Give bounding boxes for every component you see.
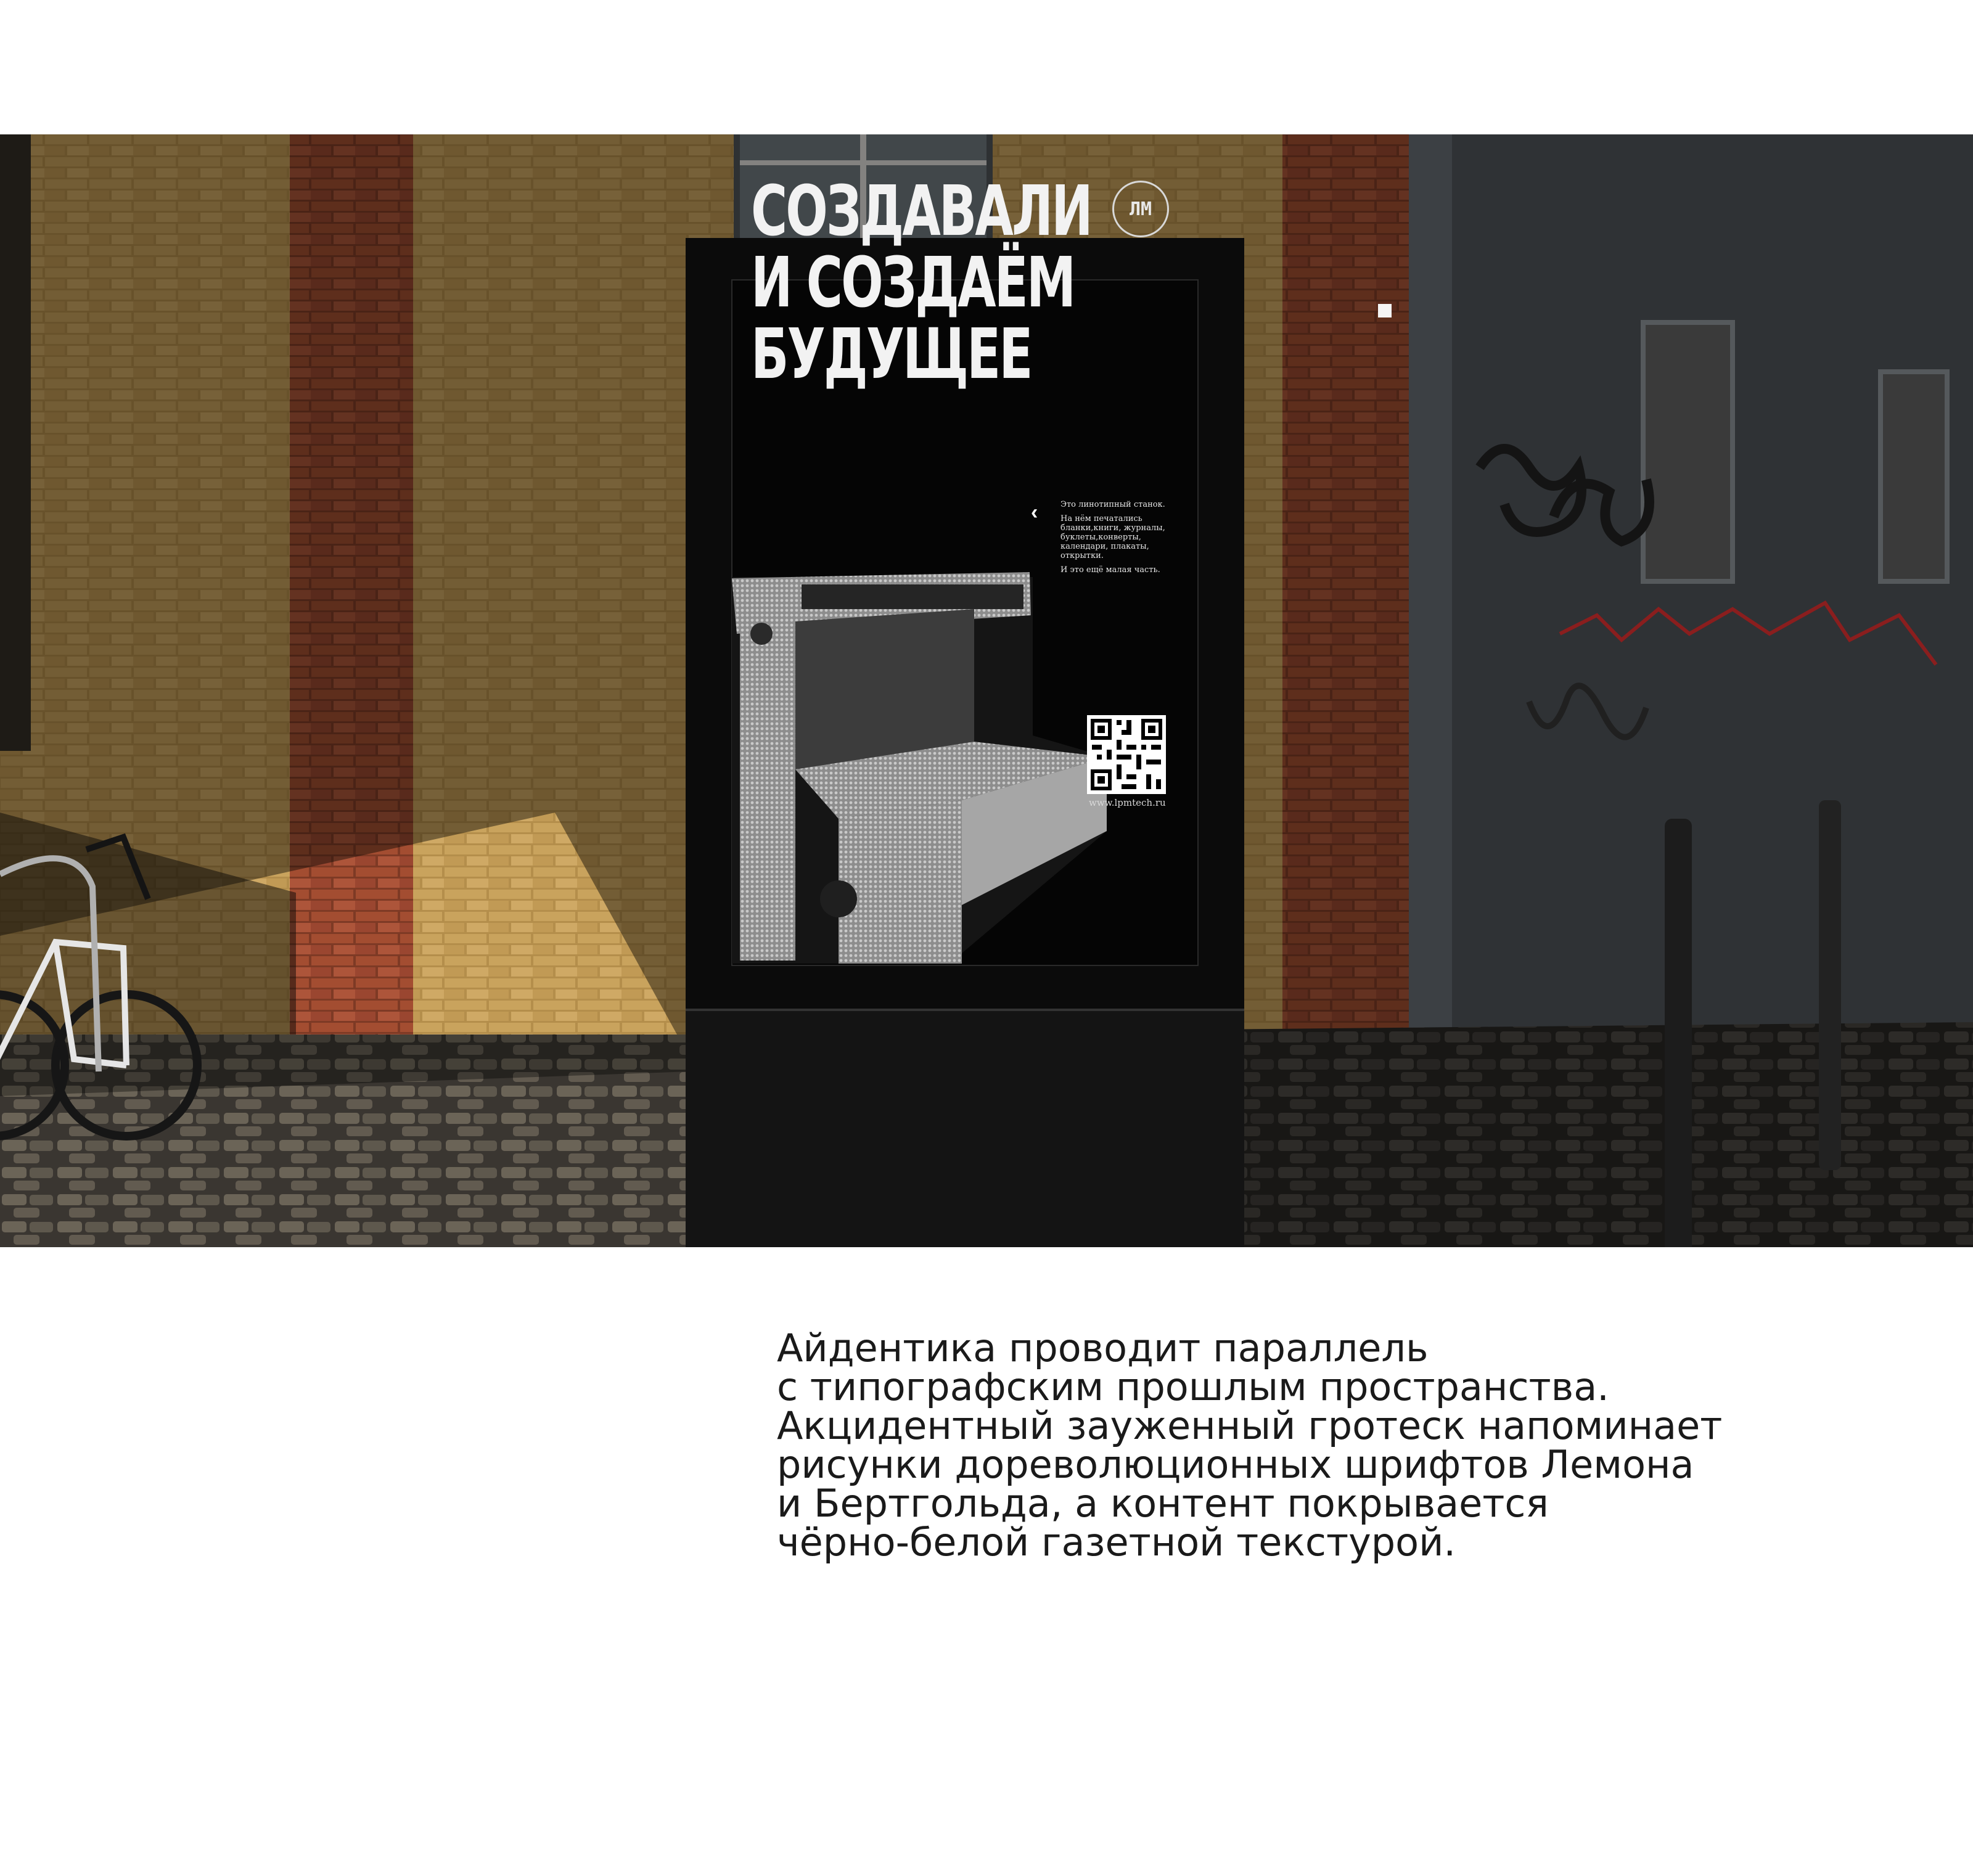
headline-line-1: СОЗДАВАЛИ bbox=[751, 171, 1091, 252]
poster-caption bbox=[1060, 500, 1171, 580]
description-line-5: и Бертгольда, а контент покрывается bbox=[777, 1481, 1549, 1526]
qr-code-pattern bbox=[1087, 715, 1166, 794]
description-text bbox=[777, 1325, 1887, 1565]
caption-footer: И это ещё малая часть. bbox=[1060, 565, 1160, 575]
poster-headline bbox=[751, 171, 1091, 395]
description-line-4: рисунки дореволюционных шрифтов Лемона bbox=[777, 1442, 1694, 1487]
description-line-2: с типографским прошлым пространства. bbox=[777, 1364, 1609, 1409]
description-line-6: чёрно-белой газетной текстурой. bbox=[777, 1520, 1456, 1565]
poster-url[interactable]: www.lpmtech.ru bbox=[1089, 797, 1166, 808]
logo-text: ЛМ bbox=[1129, 198, 1152, 220]
description-line-1: Айдентика проводит параллель bbox=[777, 1325, 1429, 1370]
description-line-3: Акцидентный зауженный гротеск напоминает bbox=[777, 1403, 1723, 1448]
headline-line-2: И СОЗДАЁМ bbox=[751, 243, 1075, 323]
headline-line-3: БУДУЩЕЕ bbox=[751, 314, 1032, 395]
caption-body: На нём печатались бланки,книги, журналы, буклеты,конверты, календари, плакаты, открытки. bbox=[1060, 514, 1165, 560]
logo-icon bbox=[1112, 181, 1169, 237]
qr-code-icon[interactable] bbox=[1087, 715, 1166, 794]
chevron-left-icon: ‹ bbox=[1031, 501, 1038, 524]
caption-title: Это линотипный станок. bbox=[1060, 500, 1165, 509]
